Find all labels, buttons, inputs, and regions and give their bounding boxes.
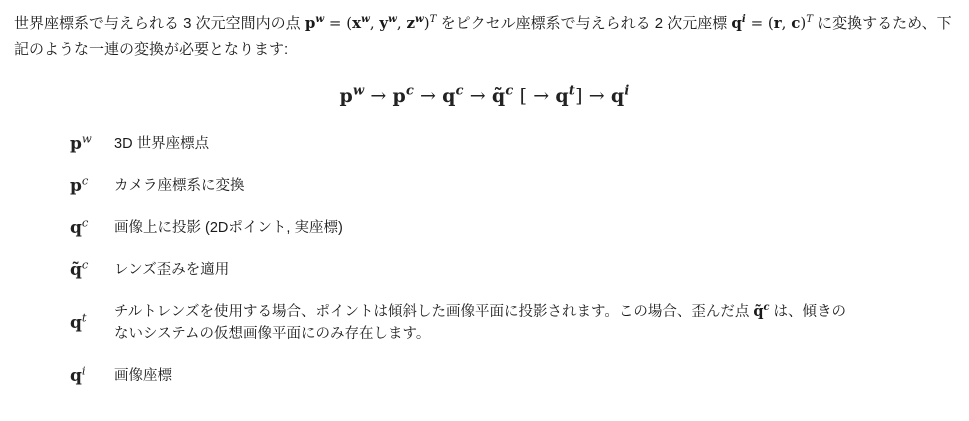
eq-term-pc: $p^c$ — [392, 83, 415, 107]
world-tuple: = ($x^w$, $y^w$, $z^w)^T$ — [324, 13, 437, 32]
symbol-pw: $p^w$ — [304, 13, 325, 32]
definition-desc-pw: 3D 世界座標点 — [114, 136, 210, 152]
intro-text-part3: に変換するため、下記のような一連の変換が必要となります: — [14, 15, 952, 58]
definition-symbol-pw: $p^w$ — [70, 131, 92, 154]
symbol-zw: $z^w$ — [406, 13, 424, 32]
definition-desc-qt: チルトレンズを使用する場合、ポイントは傾斜した画像平面に投影されます。この場合、歪んだ点 q̃$^c$ は、傾きのないシステムの仮想画像平面にのみ存在します。 — [114, 302, 847, 342]
definition-symbol-qtilde-c: q̃$^c$ — [70, 257, 89, 280]
eq-arrow-1: → — [370, 85, 387, 107]
definition-symbol-qc: $q^c$ — [70, 215, 89, 238]
eq-arrow-3: → — [469, 85, 486, 107]
definition-symbol-qt: $q^t$ — [70, 310, 87, 333]
definition-symbol-pc: $p^c$ — [70, 173, 89, 196]
eq-arrow-4: → — [533, 85, 550, 107]
image-tuple: = (r, c)$^T$ — [745, 14, 814, 32]
definition-desc-qc: 画像上に投影 (2Dポイント, 実座標) — [114, 220, 343, 236]
symbol-qi: $q^i$ — [731, 13, 746, 32]
definition-desc-qi: 画像座標 — [114, 368, 172, 384]
definition-row-pc — [70, 175, 955, 197]
eq-optional-group: [ → $q^t$] — [519, 83, 583, 107]
definition-row-qtilde-c — [70, 259, 955, 281]
intro-text-part1: 世界座標系で与えられる 3 次元空間内の点 — [14, 15, 305, 32]
symbol-xw: $x^w$ — [352, 13, 370, 32]
definition-symbol-qi: $q^i$ — [70, 363, 86, 386]
symbol-yw: $y^w$ — [379, 13, 397, 32]
eq-term-qi: $q^i$ — [610, 83, 630, 107]
eq-term-qtilde-c: q̃$^c$ — [491, 83, 514, 107]
eq-term-qc: $q^c$ — [442, 83, 464, 107]
symbol-c: c — [791, 14, 801, 32]
definition-desc-pc: カメラ座標系に変換 — [114, 178, 245, 194]
transformation-chain-equation — [14, 85, 955, 107]
definition-row-qi — [70, 365, 955, 387]
intro-text-part2: をピクセル座標系で与えられる 2 次元座標 — [436, 15, 732, 32]
inline-symbol-qtilde-c: q̃$^c$ — [753, 302, 770, 320]
definition-row-qc — [70, 217, 955, 239]
eq-arrow-5: → — [588, 85, 605, 107]
intro-paragraph — [14, 10, 955, 63]
definition-row-qt — [70, 301, 955, 345]
eq-term-pw: $p^w$ — [339, 83, 365, 107]
definition-row-pw — [70, 133, 955, 155]
eq-term-qt: $q^t$ — [555, 83, 576, 107]
eq-arrow-2: → — [420, 85, 437, 107]
symbol-r: r — [773, 14, 782, 32]
definition-desc-qtilde-c: レンズ歪みを適用 — [114, 262, 230, 278]
definition-list — [14, 133, 955, 387]
